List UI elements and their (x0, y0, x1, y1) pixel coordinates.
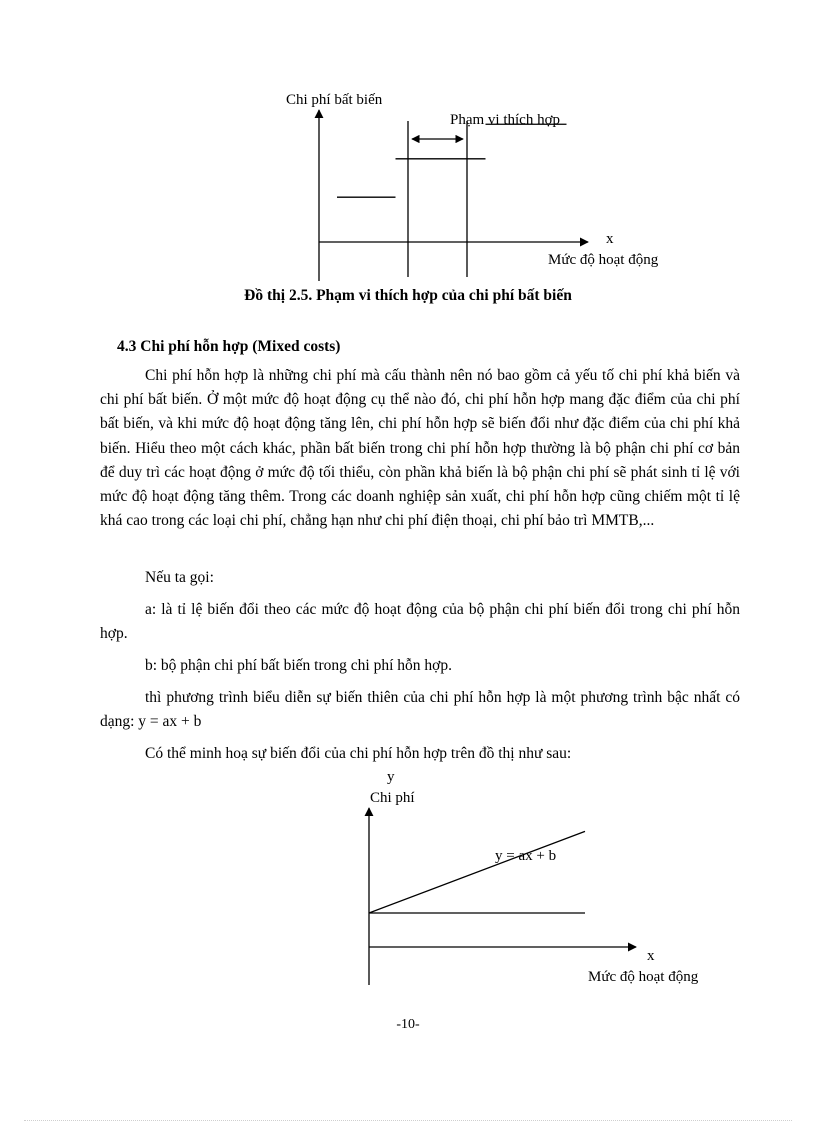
section-heading: 4.3 Chi phí hỗn hợp (Mixed costs) (117, 338, 341, 355)
y-axis-symbol: y (387, 769, 395, 785)
paragraph-illustrate: Có thể minh hoạ sự biến đổi của chi phí hỗn hợp trên đồ thị như sau: (145, 745, 572, 762)
x-axis-symbol: x (606, 231, 614, 247)
mixed-cost-chart (0, 760, 816, 1000)
y-axis-label: Chi phí (370, 790, 415, 806)
paragraph-def-b: b: bộ phận chi phí bất biến trong chi phí hỗn hợp. (145, 657, 452, 674)
series-mixed-cost (369, 831, 585, 913)
x-axis-symbol: x (647, 948, 655, 964)
page-number: -10- (396, 1017, 420, 1032)
x-axis-label: Mức độ hoạt động (588, 969, 699, 985)
paragraph-let: Nếu ta gọi: (145, 569, 214, 586)
paragraph-equation: thì phương trình biểu diễn sự biến thiên của chi phí hỗn hợp là một phương trình bậc nhất có dạng: y = ax + b (100, 689, 740, 731)
equation-label: y = ax + b (495, 848, 557, 864)
figure-caption: Đồ thị 2.5. Phạm vi thích hợp của chi phí bất biến (244, 287, 572, 304)
paragraph-def-a: a: là tỉ lệ biến đổi theo các mức độ hoạt động của bộ phận chi phí biến đổi trong chi phí hỗn hợp. (100, 601, 740, 643)
x-axis-label: Mức độ hoạt động (548, 252, 659, 268)
page-bottom-rule (24, 1120, 792, 1121)
paragraph-intro: Chi phí hỗn hợp là những chi phí mà cấu thành nên nó bao gồm cả yếu tố chi phí khả biến và chi phí bất biến. Ở một mức độ hoạt động cụ thể nào đó, chi phí hỗn hợp mang đặc điểm của chi phí bất biến, và khi mức độ hoạt động tăng lên, chi phí hỗn hợp sẽ biến đổi như đặc điểm của chi phí khả biến. Hiểu theo một cách khác, phần bất biến trong chi phí hỗn hợp thường là bộ phận chi phí cơ bản để duy trì các hoạt động ở mức độ tối thiểu, còn phần khả biến là bộ phận chi phí sẽ phát sinh tỉ lệ với mức độ hoạt động tăng thêm. Trong các doanh nghiệp sản xuất, chi phí hỗn hợp cũng chiếm một tỉ lệ khá cao trong các loại chi phí, chẳng hạn như chi phí điện thoại, chi phí bảo trì MMTB,... (100, 367, 740, 530)
fixed-cost-chart (0, 0, 816, 290)
annotation-label: Phạm vi thích hợp (450, 112, 561, 128)
y-axis-label: Chi phí bất biến (286, 92, 383, 108)
